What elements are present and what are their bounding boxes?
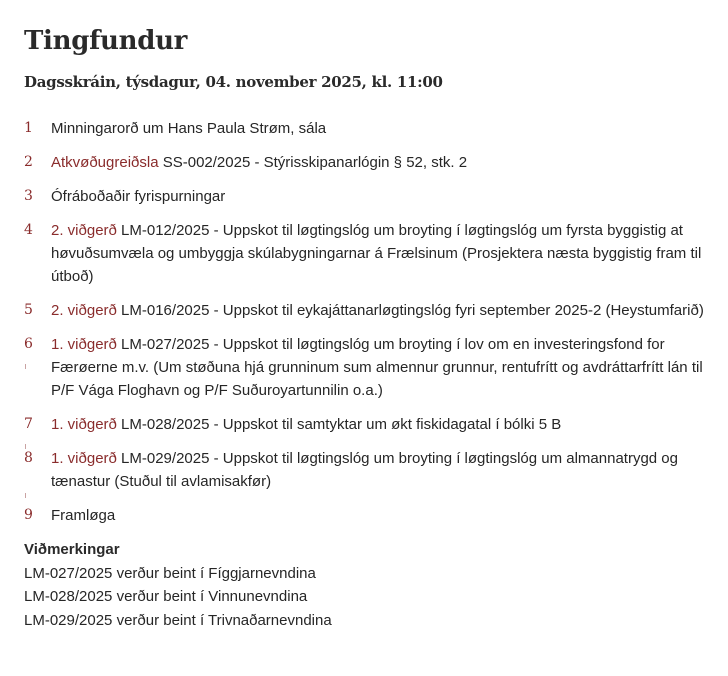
agenda-item-2	[24, 151, 704, 174]
agenda-item-9	[24, 504, 704, 527]
agenda-item-number: 2	[24, 154, 33, 170]
agenda-item-link[interactable]: Atkvøðugreiðsla	[51, 154, 159, 171]
agenda-item-6	[24, 333, 704, 402]
agenda-item-link[interactable]: 1. viðgerð	[51, 416, 117, 433]
agenda-item-1	[24, 117, 704, 140]
agenda-item-number: 3	[24, 188, 33, 204]
agenda-item-3	[24, 185, 704, 208]
agenda-item-number: 1	[24, 120, 33, 136]
agenda-item-link[interactable]: 2. viðgerð	[51, 302, 117, 319]
notes-section	[24, 538, 704, 632]
agenda-item-text: SS-002/2025 - Stýrisskipanarlógin § 52, stk. 2	[158, 154, 468, 171]
agenda-item-number: 8	[24, 447, 33, 498]
agenda-list	[24, 117, 704, 527]
page-title: Tingfundur	[24, 26, 188, 56]
agenda-item-text: Framløga	[51, 507, 116, 524]
agenda-item-link[interactable]: 2. viðgerð	[51, 222, 117, 239]
note-line: LM-029/2025 verður beint í Trivnaðarnevndina	[24, 611, 332, 629]
agenda-item-5	[24, 299, 704, 322]
agenda-item-number: 5	[24, 302, 33, 318]
marker-tick	[25, 364, 26, 369]
note-line: LM-028/2025 verður beint í Vinnunevndina	[24, 588, 308, 605]
note-line: LM-027/2025 verður beint í Fíggjarnevndina	[24, 564, 316, 582]
agenda-item-number: 6	[24, 333, 33, 369]
agenda-item-text: LM-016/2025 - Uppskot til eykajáttanarløgtingslóg fyri september 2025-2 (Heystumfarið)	[116, 302, 704, 319]
agenda-item-7	[24, 413, 704, 436]
agenda-item-text: Minningarorð um Hans Paula Strøm, sála	[51, 120, 327, 137]
agenda-item-8	[24, 447, 704, 493]
agenda-item-text: LM-029/2025 - Uppskot til løgtingslóg um broyting í løgtingslóg um almannatrygd og tænastur (Stuðul til avlamisakfør)	[51, 450, 678, 490]
agenda-item-text: LM-027/2025 - Uppskot til løgtingslóg um broyting í lov om en investeringsfond for Færøerne m.v. (Um støðuna hjá grunninum sum almennur grunnur, rentufrítt og avdráttarfrítt lán til P/F Vága Floghavn og P/F Suðuroyartunnilin o.a.)	[51, 336, 703, 399]
marker-tick	[25, 493, 26, 498]
agenda-item-number: 9	[24, 507, 33, 523]
agenda-subtitle: Dagsskráin, týsdagur, 04. november 2025, kl. 11:00	[24, 73, 443, 91]
notes-title: Viðmerkingar	[24, 541, 120, 558]
agenda-item-text: LM-028/2025 - Uppskot til samtyktar um økt fiskidagatal í bólki 5 B	[116, 416, 562, 433]
agenda-item-number: 4	[24, 222, 33, 238]
agenda-item-link[interactable]: 1. viðgerð	[51, 336, 117, 353]
agenda-item-4	[24, 219, 704, 288]
agenda-item-text: LM-012/2025 - Uppskot til løgtingslóg um broyting í løgtingslóg um fyrsta byggistig at høvuðsumvæla og umbyggja skúlabygningarnar á Frælsinum (Prosjektera næsta byggistig fram til útboð)	[51, 222, 702, 285]
agenda-item-link[interactable]: 1. viðgerð	[51, 450, 117, 467]
agenda-item-text: Ófráboðaðir fyrispurningar	[51, 188, 226, 205]
agenda-item-number: 7	[24, 413, 33, 449]
